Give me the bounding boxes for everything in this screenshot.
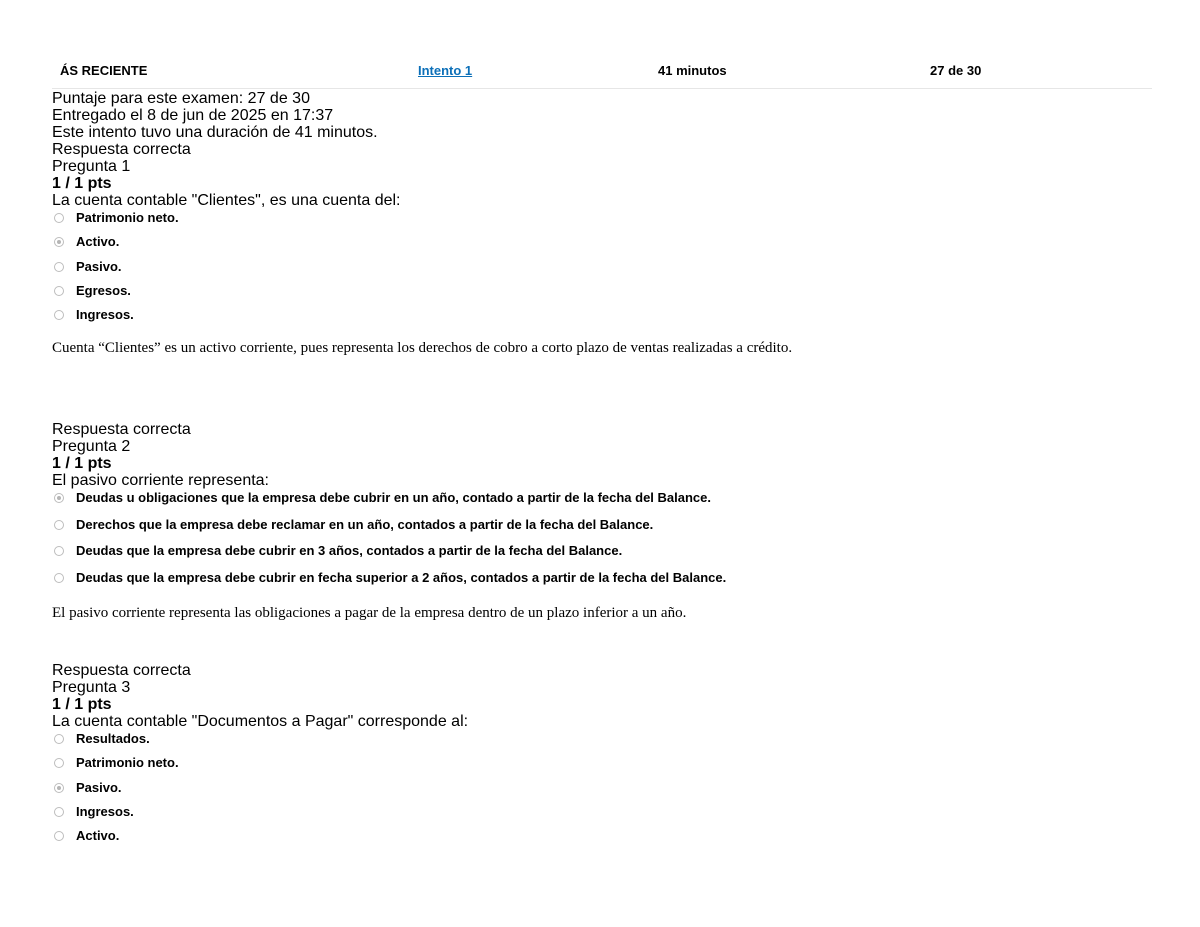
question-1 <box>52 141 792 357</box>
answer-option[interactable] <box>52 755 468 782</box>
answer-label: Resultados. <box>76 731 150 746</box>
answer-status: Respuesta correcta <box>52 421 191 438</box>
question-header <box>52 662 468 730</box>
answer-label: Egresos. <box>76 282 131 298</box>
question-title: Pregunta 2 <box>52 438 131 455</box>
radio-button[interactable] <box>54 573 64 583</box>
attempt-time: 41 minutos <box>658 63 727 78</box>
radio-button-selected[interactable] <box>54 783 64 793</box>
answer-label: Deudas que la empresa debe cubrir en fecha superior a 2 años, contados a partir de la fecha del Balance. <box>76 569 727 585</box>
radio-button[interactable] <box>54 520 64 530</box>
answer-list <box>52 210 792 334</box>
answer-option[interactable] <box>52 234 792 261</box>
question-header <box>52 141 792 209</box>
answer-status: Respuesta correcta <box>52 662 191 679</box>
answer-label: Activo. <box>76 234 120 250</box>
question-header <box>52 421 686 489</box>
radio-button[interactable] <box>54 546 64 556</box>
attempt-link[interactable]: Intento 1 <box>418 63 473 78</box>
radio-button[interactable] <box>54 286 64 296</box>
answer-explanation: Cuenta “Clientes” es un activo corriente, pues representa los derechos de cobro a corto plazo de ventas realizadas a crédito. <box>52 340 793 357</box>
answer-list <box>52 731 468 855</box>
answer-option[interactable] <box>52 282 792 310</box>
question-points: 1 / 1 pts <box>52 455 112 472</box>
question-3 <box>52 662 468 855</box>
radio-button[interactable] <box>54 831 64 841</box>
quiz-summary <box>52 90 378 141</box>
radio-button[interactable] <box>54 807 64 817</box>
answer-label: Derechos que la empresa debe reclamar en un año, contados a partir de la fecha del Balance. <box>76 516 654 532</box>
question-title: Pregunta 1 <box>52 158 131 175</box>
submitted-line: Entregado el 8 de jun de 2025 en 17:37 <box>52 107 334 124</box>
answer-label: Pasivo. <box>76 779 122 795</box>
question-2 <box>52 421 727 622</box>
answer-label: Patrimonio neto. <box>76 210 179 225</box>
answer-status: Respuesta correcta <box>52 141 191 158</box>
radio-button[interactable] <box>54 262 64 272</box>
answer-label: Patrimonio neto. <box>76 755 179 771</box>
answer-label: Ingresos. <box>76 307 134 323</box>
attempt-score: 27 de 30 <box>930 63 982 78</box>
radio-button-selected[interactable] <box>54 493 64 503</box>
attempt-label: ÁS RECIENTE <box>60 63 148 78</box>
radio-button[interactable] <box>54 213 64 223</box>
question-prompt: El pasivo corriente representa: <box>52 472 269 489</box>
answer-option[interactable] <box>52 569 727 600</box>
answer-option[interactable] <box>52 828 468 855</box>
duration-line: Este intento tuvo una duración de 41 minutos. <box>52 124 378 141</box>
question-title: Pregunta 3 <box>52 679 131 696</box>
answer-option[interactable] <box>52 307 792 334</box>
question-prompt: La cuenta contable "Clientes", es una cuenta del: <box>52 192 401 209</box>
answer-option[interactable] <box>52 258 792 286</box>
answer-explanation: El pasivo corriente representa las obligaciones a pagar de la empresa dentro de un plazo inferior a un año. <box>52 605 687 621</box>
answer-list <box>52 490 727 599</box>
answer-option[interactable] <box>52 490 712 520</box>
question-points: 1 / 1 pts <box>52 696 112 713</box>
answer-label: Deudas u obligaciones que la empresa debe cubrir en un año, contado a partir de la fecha del Balance. <box>76 490 712 505</box>
answer-label: Activo. <box>76 828 120 844</box>
answer-label: Pasivo. <box>76 258 122 274</box>
radio-button[interactable] <box>54 758 64 768</box>
attempt-history-row <box>52 58 1152 89</box>
question-points: 1 / 1 pts <box>52 175 112 192</box>
question-prompt: La cuenta contable "Documentos a Pagar" corresponde al: <box>52 713 469 730</box>
score-line: Puntaje para este examen: 27 de 30 <box>52 90 310 107</box>
answer-option[interactable] <box>52 543 686 573</box>
answer-label: Ingresos. <box>76 803 134 819</box>
radio-button[interactable] <box>54 734 64 744</box>
radio-button-selected[interactable] <box>54 237 64 247</box>
radio-button[interactable] <box>54 310 64 320</box>
answer-option[interactable] <box>52 210 792 237</box>
answer-label: Deudas que la empresa debe cubrir en 3 años, contados a partir de la fecha del Balance. <box>76 543 623 558</box>
